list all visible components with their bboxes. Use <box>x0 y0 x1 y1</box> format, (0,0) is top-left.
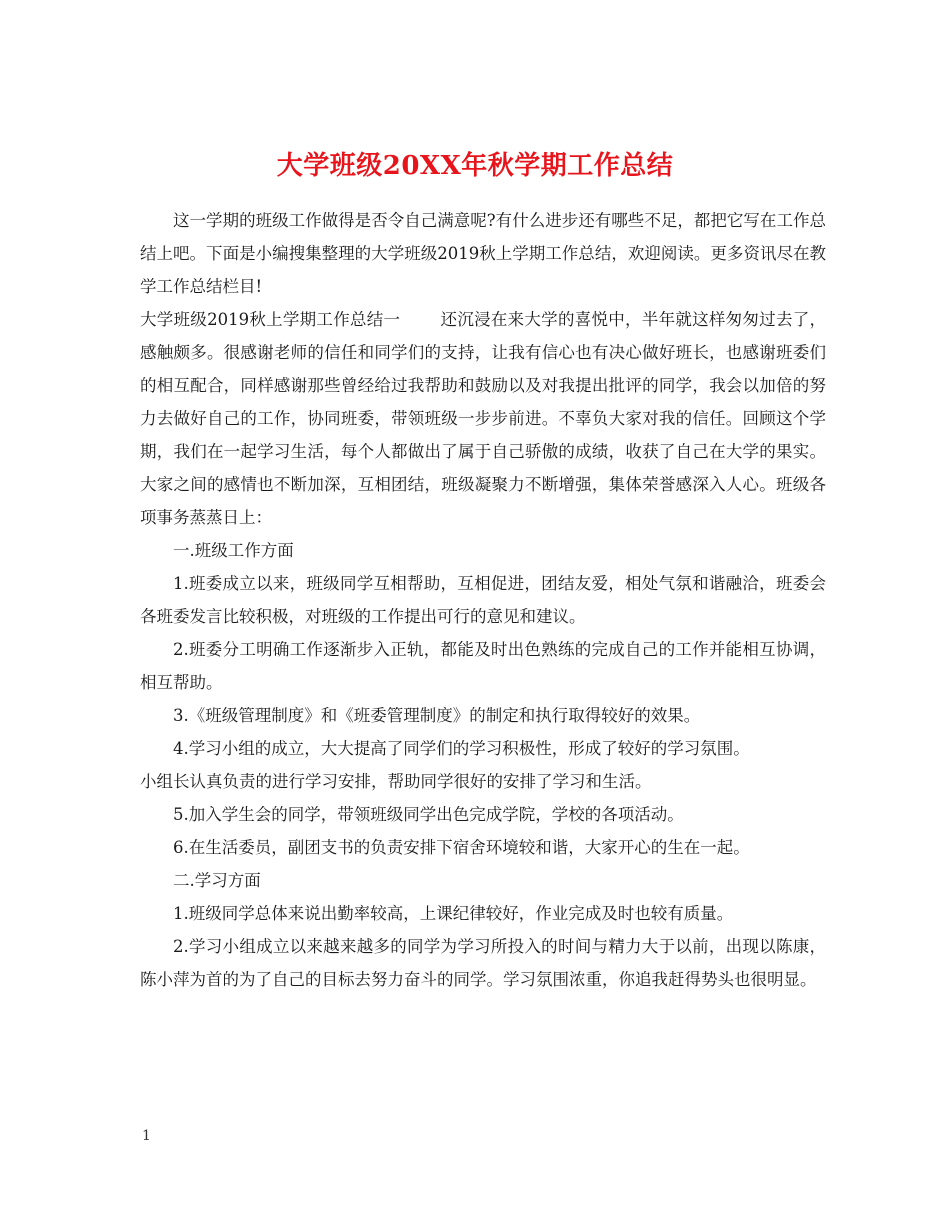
list-item: 1.班级同学总体来说出勤率较高，上课纪律较好，作业完成及时也较有质量。 <box>173 904 734 923</box>
heading-study: 二.学习方面 <box>173 871 261 890</box>
heading-class-work: 一.班级工作方面 <box>173 541 294 560</box>
list-item: 4.学习小组的成立，大大提高了同学们的学习积极性，形成了较好的学习氛围。 <box>173 739 750 758</box>
list-item: 2.学习小组成立以来越来越多的同学为学习所投入的时间与精力大于以前，出现以陈康，陈小萍为首的为了自己的目标去努力奋斗的同学。学习氛围浓重，你追我赶得势头也很明显。 <box>140 937 826 989</box>
intro-paragraph: 这一学期的班级工作做得是否令自己满意呢?有什么进步还有哪些不足，都把它写在工作总结上吧。下面是小编搜集整理的大学班级2019秋上学期工作总结，欢迎阅读。更多资讯尽在教学工作总结栏目! <box>140 211 826 296</box>
section-label: 大学班级2019秋上学期工作总结一 <box>140 310 401 329</box>
document-title: 大学班级20XX年秋学期工作总结 <box>276 151 674 182</box>
list-item: 2.班委分工明确工作逐渐步入正轨，都能及时出色熟练的完成自己的工作并能相互协调，相互帮助。 <box>140 640 826 692</box>
section-paragraph <box>140 303 826 534</box>
section-body: 还沉浸在来大学的喜悦中，半年就这样匆匆过去了，感触颇多。很感谢老师的信任和同学们的支持，让我有信心也有决心做好班长，也感谢班委们的相互配合，同样感谢那些曾经给过我帮助和鼓励以及对我提出批评的同学，我会以加倍的努力去做好自己的工作，协同班委，带领班级一步步前进。不辜负大家对我的信任。回顾这个学期，我们在一起学习生活，每个人都做出了属于自己骄傲的成绩，收获了自己在大学的果实。大家之间的感情也不断加深，互相团结，班级凝聚力不断增强，集体荣誉感深入人心。班级各项事务蒸蒸日上： <box>140 310 826 527</box>
list-item: 6.在生活委员，副团支书的负责安排下宿舍环境较和谐，大家开心的生在一起。 <box>173 838 750 857</box>
page-number: 1 <box>142 1128 151 1144</box>
list-item: 5.加入学生会的同学，带领班级同学出色完成学院，学校的各项活动。 <box>173 805 684 824</box>
list-item: 3.《班级管理制度》和《班委管理制度》的制定和执行取得较好的效果。 <box>173 706 701 725</box>
list-item-continuation: 小组长认真负责的进行学习安排，帮助同学很好的安排了学习和生活。 <box>140 772 652 791</box>
document-body <box>140 204 826 996</box>
list-item: 1.班委成立以来，班级同学互相帮助，互相促进，团结友爱，相处气氛和谐融洽，班委会各班委发言比较积极，对班级的工作提出可行的意见和建议。 <box>140 574 826 626</box>
